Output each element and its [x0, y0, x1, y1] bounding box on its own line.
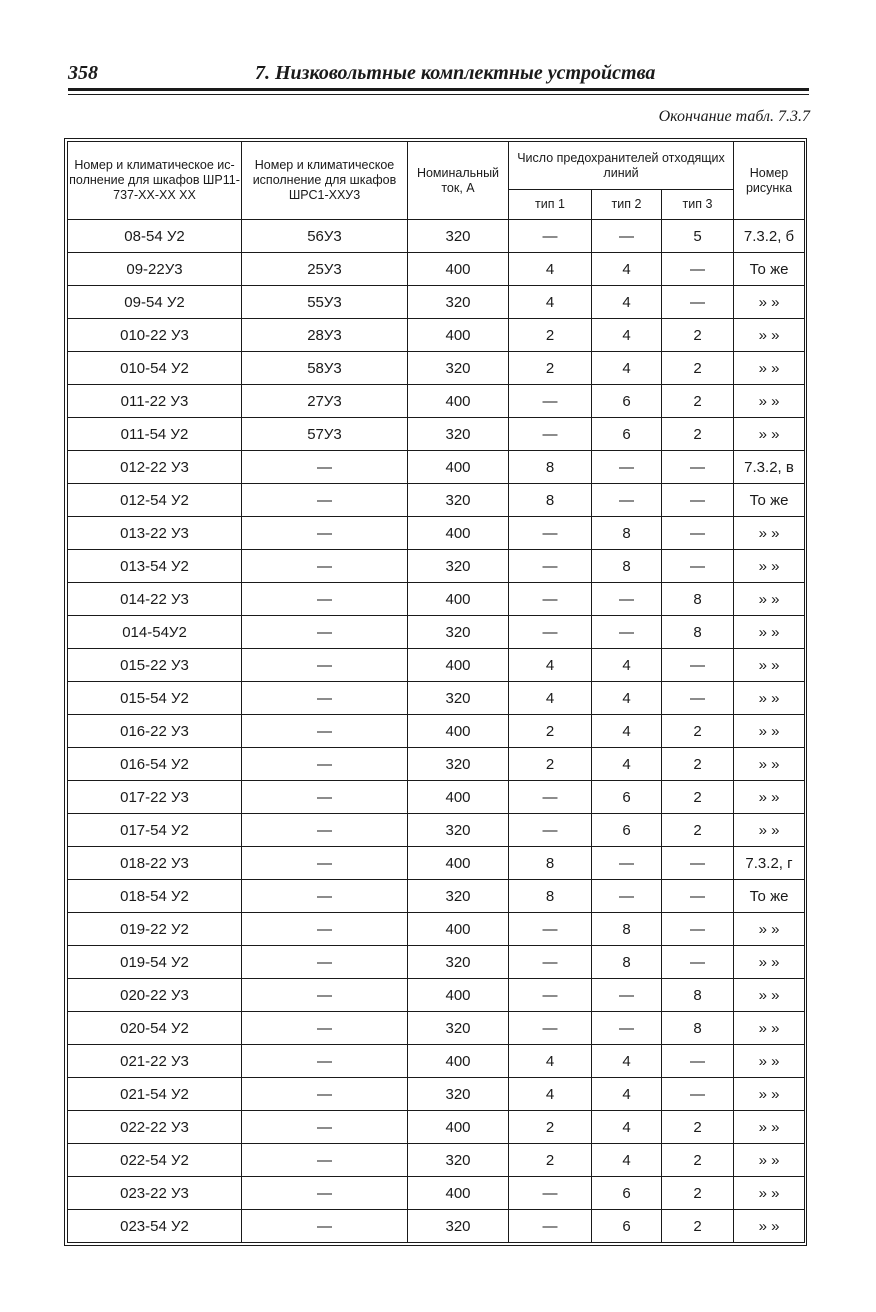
cabinet-number-cell: 010-54 У2 — [68, 352, 242, 385]
cabinet-number-cell: 017-54 У2 — [68, 814, 242, 847]
figure-number-cell: » » — [734, 319, 805, 352]
figure-number-cell: То же — [734, 253, 805, 286]
table-row — [68, 748, 805, 781]
cabinet-number-cell: 019-22 У2 — [68, 913, 242, 946]
table-head — [68, 142, 805, 220]
type1-count-cell: 4 — [509, 1045, 592, 1078]
figure-number-cell: » » — [734, 616, 805, 649]
page-header — [68, 58, 808, 88]
type2-count-cell: 6 — [592, 781, 662, 814]
figure-number-cell: » » — [734, 550, 805, 583]
header-rated-current: Номинальный ток, А — [408, 142, 509, 220]
type1-count-cell: 2 — [509, 352, 592, 385]
figure-number-cell: » » — [734, 1078, 805, 1111]
table-row — [68, 319, 805, 352]
type2-count-cell: 4 — [592, 286, 662, 319]
type3-count-cell: — — [662, 517, 734, 550]
cabinet-number-cell: 011-54 У2 — [68, 418, 242, 451]
rated-current-cell: 400 — [408, 715, 509, 748]
rated-current-cell: 400 — [408, 451, 509, 484]
rated-current-cell: 320 — [408, 616, 509, 649]
type1-count-cell: 4 — [509, 253, 592, 286]
table-row — [68, 715, 805, 748]
cabinet-number-cell: 010-22 У3 — [68, 319, 242, 352]
type1-count-cell: 8 — [509, 484, 592, 517]
type1-count-cell: 2 — [509, 748, 592, 781]
cabinet-number-cell: 018-22 У3 — [68, 847, 242, 880]
rated-current-cell: 400 — [408, 385, 509, 418]
shrs-number-cell: — — [242, 781, 408, 814]
rated-current-cell: 320 — [408, 220, 509, 253]
cabinet-number-cell: 023-54 У2 — [68, 1210, 242, 1243]
rated-current-cell: 320 — [408, 1210, 509, 1243]
type2-count-cell: — — [592, 616, 662, 649]
type3-count-cell: 2 — [662, 1111, 734, 1144]
type1-count-cell: — — [509, 1012, 592, 1045]
type3-count-cell: — — [662, 550, 734, 583]
type3-count-cell: 8 — [662, 1012, 734, 1045]
rated-current-cell: 320 — [408, 550, 509, 583]
rated-current-cell: 400 — [408, 1177, 509, 1210]
type3-count-cell: — — [662, 649, 734, 682]
figure-number-cell: » » — [734, 649, 805, 682]
rated-current-cell: 400 — [408, 913, 509, 946]
cabinet-number-cell: 016-22 У3 — [68, 715, 242, 748]
type3-count-cell: — — [662, 286, 734, 319]
type3-count-cell: — — [662, 484, 734, 517]
figure-number-cell: » » — [734, 715, 805, 748]
header-cabinet-number: Номер и климатическое ис-полнение для шкафов ШР11-737-ХХ-ХХ ХХ — [68, 142, 242, 220]
shrs-number-cell: — — [242, 1012, 408, 1045]
type1-count-cell: — — [509, 979, 592, 1012]
type2-count-cell: — — [592, 583, 662, 616]
figure-number-cell: 7.3.2, г — [734, 847, 805, 880]
page-number: 358 — [68, 62, 98, 84]
table-row — [68, 418, 805, 451]
header-type-3: тип 3 — [662, 190, 734, 220]
table-row — [68, 814, 805, 847]
table-row — [68, 781, 805, 814]
rated-current-cell: 320 — [408, 352, 509, 385]
figure-number-cell: » » — [734, 1210, 805, 1243]
table-row — [68, 847, 805, 880]
type2-count-cell: — — [592, 451, 662, 484]
type2-count-cell: 4 — [592, 649, 662, 682]
type3-count-cell: 2 — [662, 1210, 734, 1243]
shrs-number-cell: — — [242, 847, 408, 880]
type1-count-cell: — — [509, 1177, 592, 1210]
table-row — [68, 946, 805, 979]
shrs-number-cell: — — [242, 715, 408, 748]
rated-current-cell: 400 — [408, 583, 509, 616]
type3-count-cell: 8 — [662, 616, 734, 649]
figure-number-cell: » » — [734, 1144, 805, 1177]
type1-count-cell: 4 — [509, 682, 592, 715]
type2-count-cell: 8 — [592, 913, 662, 946]
rated-current-cell: 400 — [408, 649, 509, 682]
type3-count-cell: — — [662, 880, 734, 913]
type3-count-cell: 8 — [662, 979, 734, 1012]
rated-current-cell: 320 — [408, 814, 509, 847]
figure-number-cell: » » — [734, 385, 805, 418]
cabinet-number-cell: 022-54 У2 — [68, 1144, 242, 1177]
type2-count-cell: 4 — [592, 715, 662, 748]
type1-count-cell: — — [509, 550, 592, 583]
shrs-number-cell: — — [242, 814, 408, 847]
shrs-number-cell: — — [242, 1045, 408, 1078]
type1-count-cell: — — [509, 616, 592, 649]
type1-count-cell: 8 — [509, 451, 592, 484]
type1-count-cell: — — [509, 517, 592, 550]
type2-count-cell: 8 — [592, 946, 662, 979]
cabinet-number-cell: 013-54 У2 — [68, 550, 242, 583]
cabinet-number-cell: 013-22 У3 — [68, 517, 242, 550]
table-row — [68, 1210, 805, 1243]
shrs-number-cell: 55У3 — [242, 286, 408, 319]
table-row — [68, 286, 805, 319]
type3-count-cell: 2 — [662, 1144, 734, 1177]
type3-count-cell: 2 — [662, 352, 734, 385]
cabinet-number-cell: 014-54У2 — [68, 616, 242, 649]
table-row — [68, 385, 805, 418]
rated-current-cell: 320 — [408, 1012, 509, 1045]
type2-count-cell: — — [592, 1012, 662, 1045]
type3-count-cell: 2 — [662, 814, 734, 847]
shrs-number-cell: — — [242, 880, 408, 913]
figure-number-cell: » » — [734, 352, 805, 385]
cabinet-number-cell: 011-22 У3 — [68, 385, 242, 418]
figure-number-cell: 7.3.2, б — [734, 220, 805, 253]
type3-count-cell: 2 — [662, 715, 734, 748]
data-table — [67, 141, 805, 1243]
table-row — [68, 220, 805, 253]
table-row — [68, 1177, 805, 1210]
figure-number-cell: » » — [734, 682, 805, 715]
type1-count-cell: 2 — [509, 1111, 592, 1144]
cabinet-number-cell: 020-54 У2 — [68, 1012, 242, 1045]
type1-count-cell: 2 — [509, 319, 592, 352]
figure-number-cell: » » — [734, 1045, 805, 1078]
table-row — [68, 550, 805, 583]
figure-number-cell: » » — [734, 1012, 805, 1045]
shrs-number-cell: 56У3 — [242, 220, 408, 253]
rated-current-cell: 400 — [408, 1045, 509, 1078]
type2-count-cell: 6 — [592, 1210, 662, 1243]
type1-count-cell: — — [509, 946, 592, 979]
figure-number-cell: » » — [734, 946, 805, 979]
rated-current-cell: 320 — [408, 286, 509, 319]
shrs-number-cell: — — [242, 616, 408, 649]
type2-count-cell: — — [592, 220, 662, 253]
figure-number-cell: То же — [734, 484, 805, 517]
table-row — [68, 649, 805, 682]
shrs-number-cell: — — [242, 913, 408, 946]
table-row — [68, 682, 805, 715]
rated-current-cell: 400 — [408, 979, 509, 1012]
cabinet-number-cell: 022-22 У3 — [68, 1111, 242, 1144]
type2-count-cell: 4 — [592, 1078, 662, 1111]
type1-count-cell: — — [509, 913, 592, 946]
shrs-number-cell: — — [242, 550, 408, 583]
rated-current-cell: 320 — [408, 484, 509, 517]
table-row — [68, 1111, 805, 1144]
type1-count-cell: — — [509, 418, 592, 451]
figure-number-cell: » » — [734, 748, 805, 781]
shrs-number-cell: — — [242, 1210, 408, 1243]
figure-number-cell: » » — [734, 1177, 805, 1210]
chapter-title: 7. Низковольтные комплектные устройства — [255, 62, 656, 84]
figure-number-cell: » » — [734, 286, 805, 319]
type2-count-cell: 8 — [592, 517, 662, 550]
cabinet-number-cell: 09-54 У2 — [68, 286, 242, 319]
shrs-number-cell: 27У3 — [242, 385, 408, 418]
type2-count-cell: 4 — [592, 682, 662, 715]
shrs-number-cell: — — [242, 979, 408, 1012]
cabinet-number-cell: 019-54 У2 — [68, 946, 242, 979]
type2-count-cell: 4 — [592, 1144, 662, 1177]
shrs-number-cell: — — [242, 1111, 408, 1144]
rated-current-cell: 320 — [408, 418, 509, 451]
rated-current-cell: 400 — [408, 517, 509, 550]
type3-count-cell: — — [662, 913, 734, 946]
figure-number-cell: » » — [734, 418, 805, 451]
shrs-number-cell: — — [242, 682, 408, 715]
shrs-number-cell: 58У3 — [242, 352, 408, 385]
figure-number-cell: » » — [734, 814, 805, 847]
type2-count-cell: 4 — [592, 319, 662, 352]
type3-count-cell: 2 — [662, 781, 734, 814]
cabinet-number-cell: 015-54 У2 — [68, 682, 242, 715]
shrs-number-cell: — — [242, 649, 408, 682]
figure-number-cell: » » — [734, 517, 805, 550]
type3-count-cell: — — [662, 946, 734, 979]
shrs-number-cell: — — [242, 1177, 408, 1210]
cabinet-number-cell: 016-54 У2 — [68, 748, 242, 781]
rated-current-cell: 320 — [408, 1144, 509, 1177]
type1-count-cell: 4 — [509, 1078, 592, 1111]
table-row — [68, 1045, 805, 1078]
type1-count-cell: — — [509, 1210, 592, 1243]
type2-count-cell: — — [592, 847, 662, 880]
header-shrs-number: Номер и климатическое исполнение для шкафов ШРС1-ХХУ3 — [242, 142, 408, 220]
type3-count-cell: — — [662, 451, 734, 484]
cabinet-number-cell: 014-22 У3 — [68, 583, 242, 616]
shrs-number-cell: 28У3 — [242, 319, 408, 352]
type3-count-cell: 2 — [662, 385, 734, 418]
shrs-number-cell: — — [242, 484, 408, 517]
type2-count-cell: 4 — [592, 253, 662, 286]
cabinet-number-cell: 020-22 У3 — [68, 979, 242, 1012]
type2-count-cell: 4 — [592, 352, 662, 385]
type3-count-cell: 8 — [662, 583, 734, 616]
type2-count-cell: — — [592, 979, 662, 1012]
table-caption: Окончание табл. 7.3.7 — [658, 108, 810, 125]
table-row — [68, 484, 805, 517]
header-fuse-count-group: Число предохранителей отходящих линий — [509, 142, 734, 190]
header-rule-thin — [68, 94, 809, 95]
table-row — [68, 517, 805, 550]
cabinet-number-cell: 012-22 У3 — [68, 451, 242, 484]
type3-count-cell: 2 — [662, 1177, 734, 1210]
table-row — [68, 451, 805, 484]
shrs-number-cell: 25У3 — [242, 253, 408, 286]
table-row — [68, 1012, 805, 1045]
type3-count-cell: — — [662, 682, 734, 715]
shrs-number-cell: — — [242, 946, 408, 979]
type2-count-cell: 6 — [592, 814, 662, 847]
cabinet-number-cell: 017-22 У3 — [68, 781, 242, 814]
rated-current-cell: 320 — [408, 946, 509, 979]
table-row — [68, 253, 805, 286]
rated-current-cell: 320 — [408, 748, 509, 781]
table-row — [68, 1078, 805, 1111]
table-row — [68, 616, 805, 649]
table-row — [68, 880, 805, 913]
type3-count-cell: — — [662, 847, 734, 880]
rated-current-cell: 320 — [408, 880, 509, 913]
table-row — [68, 979, 805, 1012]
table-row — [68, 352, 805, 385]
header-rule-thick — [68, 88, 809, 91]
type1-count-cell: 4 — [509, 286, 592, 319]
type3-count-cell: 2 — [662, 748, 734, 781]
type1-count-cell: 2 — [509, 1144, 592, 1177]
type1-count-cell: — — [509, 814, 592, 847]
rated-current-cell: 320 — [408, 1078, 509, 1111]
rated-current-cell: 400 — [408, 781, 509, 814]
table-row — [68, 1144, 805, 1177]
type2-count-cell: 6 — [592, 1177, 662, 1210]
rated-current-cell: 400 — [408, 253, 509, 286]
type2-count-cell: 4 — [592, 748, 662, 781]
type1-count-cell: — — [509, 583, 592, 616]
shrs-number-cell: — — [242, 451, 408, 484]
table-frame — [64, 138, 807, 1246]
rated-current-cell: 400 — [408, 1111, 509, 1144]
rated-current-cell: 400 — [408, 319, 509, 352]
header-type-1: тип 1 — [509, 190, 592, 220]
type2-count-cell: 6 — [592, 385, 662, 418]
table-row — [68, 913, 805, 946]
shrs-number-cell: 57У3 — [242, 418, 408, 451]
figure-number-cell: » » — [734, 1111, 805, 1144]
header-figure-number: Номер рисунка — [734, 142, 805, 220]
cabinet-number-cell: 012-54 У2 — [68, 484, 242, 517]
type2-count-cell: 6 — [592, 418, 662, 451]
type1-count-cell: — — [509, 220, 592, 253]
cabinet-number-cell: 015-22 У3 — [68, 649, 242, 682]
rated-current-cell: 320 — [408, 682, 509, 715]
header-type-2: тип 2 — [592, 190, 662, 220]
cabinet-number-cell: 021-54 У2 — [68, 1078, 242, 1111]
cabinet-number-cell: 021-22 У3 — [68, 1045, 242, 1078]
type1-count-cell: — — [509, 385, 592, 418]
shrs-number-cell: — — [242, 748, 408, 781]
cabinet-number-cell: 09-22У3 — [68, 253, 242, 286]
figure-number-cell: » » — [734, 913, 805, 946]
shrs-number-cell: — — [242, 1144, 408, 1177]
type2-count-cell: 4 — [592, 1045, 662, 1078]
type2-count-cell: 8 — [592, 550, 662, 583]
shrs-number-cell: — — [242, 1078, 408, 1111]
figure-number-cell: » » — [734, 781, 805, 814]
type2-count-cell: — — [592, 484, 662, 517]
cabinet-number-cell: 023-22 У3 — [68, 1177, 242, 1210]
figure-number-cell: То же — [734, 880, 805, 913]
rated-current-cell: 400 — [408, 847, 509, 880]
type3-count-cell: 5 — [662, 220, 734, 253]
type3-count-cell: 2 — [662, 319, 734, 352]
type1-count-cell: 8 — [509, 847, 592, 880]
type3-count-cell: 2 — [662, 418, 734, 451]
type2-count-cell: 4 — [592, 1111, 662, 1144]
figure-number-cell: » » — [734, 979, 805, 1012]
cabinet-number-cell: 018-54 У2 — [68, 880, 242, 913]
type2-count-cell: — — [592, 880, 662, 913]
type3-count-cell: — — [662, 1045, 734, 1078]
figure-number-cell: 7.3.2, в — [734, 451, 805, 484]
type1-count-cell: 4 — [509, 649, 592, 682]
table-body — [68, 220, 805, 1243]
type1-count-cell: 8 — [509, 880, 592, 913]
shrs-number-cell: — — [242, 583, 408, 616]
type3-count-cell: — — [662, 253, 734, 286]
type1-count-cell: — — [509, 781, 592, 814]
shrs-number-cell: — — [242, 517, 408, 550]
cabinet-number-cell: 08-54 У2 — [68, 220, 242, 253]
type3-count-cell: — — [662, 1078, 734, 1111]
table-row — [68, 583, 805, 616]
figure-number-cell: » » — [734, 583, 805, 616]
type1-count-cell: 2 — [509, 715, 592, 748]
